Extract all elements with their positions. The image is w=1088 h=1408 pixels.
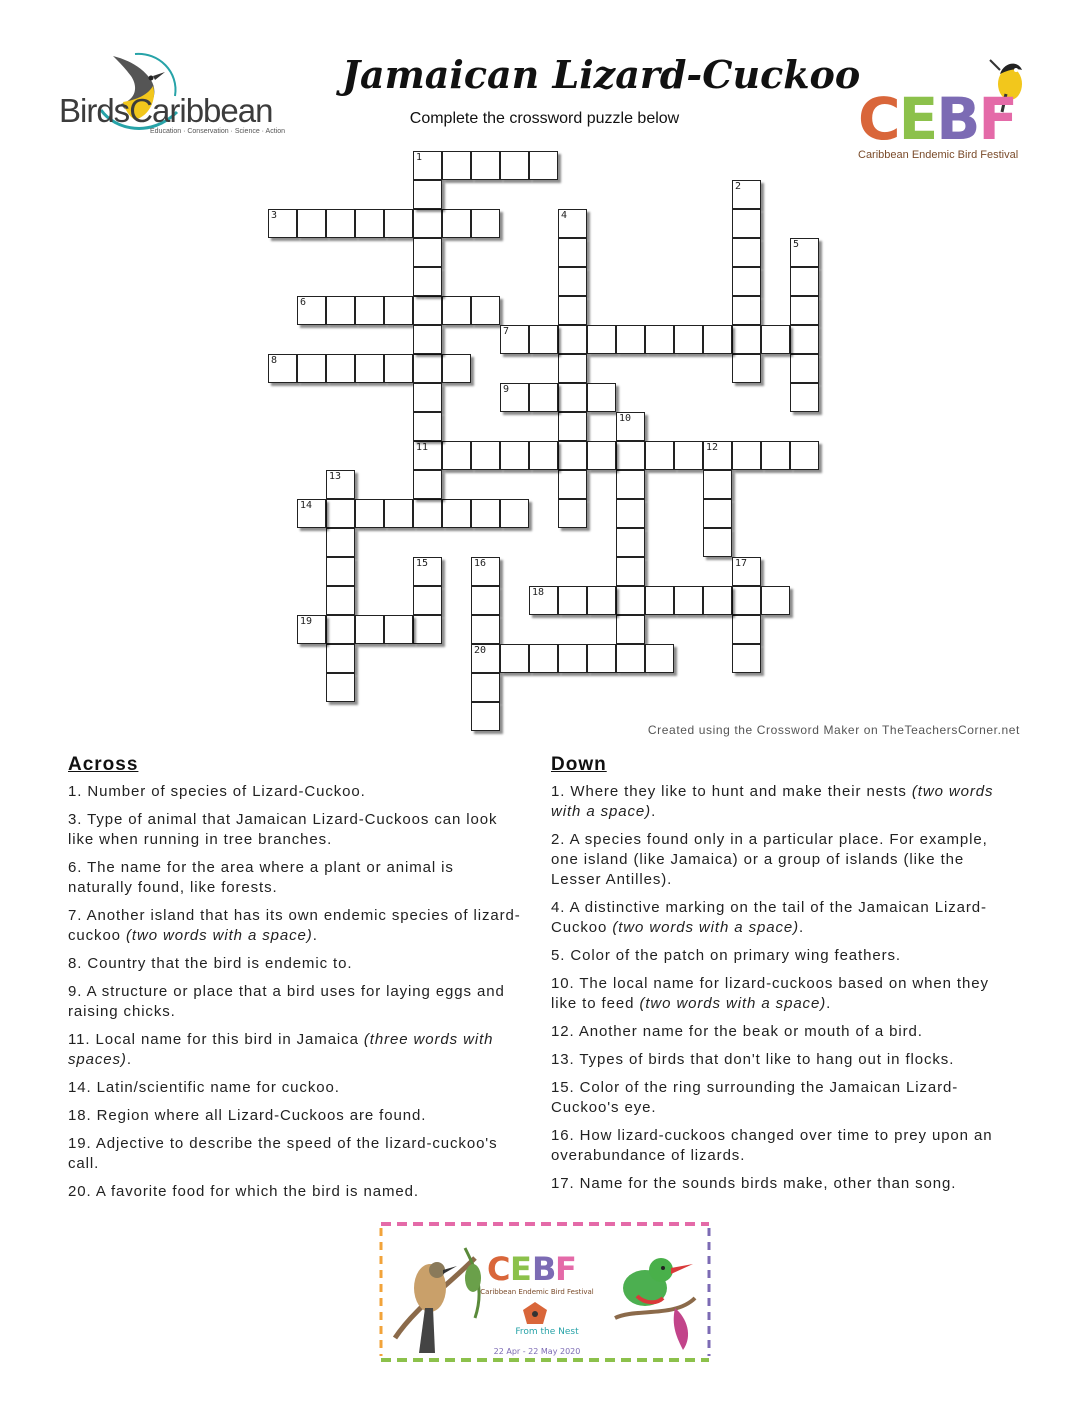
crossword-cell[interactable] bbox=[790, 383, 819, 412]
footer-cebf-logo bbox=[480, 1250, 593, 1356]
crossword-cell[interactable] bbox=[703, 441, 732, 470]
clue-text: Region where all Lizard-Cuckoos are found. bbox=[96, 1107, 427, 1124]
crossword-cell[interactable] bbox=[413, 557, 442, 586]
crossword-cell[interactable] bbox=[558, 238, 587, 267]
crossword-cell[interactable] bbox=[558, 383, 587, 412]
clue-number: 17 bbox=[735, 558, 748, 569]
crossword-cell[interactable] bbox=[558, 499, 587, 528]
crossword-cell[interactable] bbox=[413, 470, 442, 499]
crossword-cell[interactable] bbox=[297, 499, 326, 528]
crossword-cell[interactable] bbox=[471, 499, 500, 528]
crossword-cell[interactable] bbox=[500, 151, 529, 180]
crossword-cell[interactable] bbox=[645, 586, 674, 615]
crossword-cell[interactable] bbox=[761, 586, 790, 615]
crossword-cell[interactable] bbox=[587, 644, 616, 673]
crossword-cell[interactable] bbox=[732, 267, 761, 296]
crossword-cell[interactable] bbox=[384, 209, 413, 238]
crossword-cell[interactable] bbox=[413, 151, 442, 180]
brand-tagline: Education · Conservation · Science · Action bbox=[150, 128, 286, 135]
footer-tagline: From the Nest bbox=[515, 1327, 579, 1337]
clue-number: 1 bbox=[416, 152, 423, 163]
clue-text: Number of species of Lizard-Cuckoo. bbox=[87, 783, 366, 800]
crossword-cell[interactable] bbox=[732, 180, 761, 209]
clue-num: 15. bbox=[551, 1079, 575, 1096]
clue-text: Name for the sounds birds make, other than song. bbox=[579, 1175, 957, 1192]
crossword-cell[interactable] bbox=[674, 586, 703, 615]
clue-num: 13. bbox=[551, 1051, 575, 1068]
down-clue: 1. Where they like to hunt and make their nests (two words with a space). bbox=[551, 783, 994, 820]
clue-num: 19. bbox=[68, 1135, 92, 1152]
down-clue bbox=[551, 1050, 1011, 1070]
crossword-cell[interactable] bbox=[471, 644, 500, 673]
crossword-cell[interactable] bbox=[529, 151, 558, 180]
crossword-cell[interactable] bbox=[413, 383, 442, 412]
across-clue bbox=[68, 1078, 523, 1098]
clue-number: 16 bbox=[474, 558, 487, 569]
crossword-cell[interactable] bbox=[674, 325, 703, 354]
crossword-cell[interactable] bbox=[326, 296, 355, 325]
crossword-cell[interactable] bbox=[703, 586, 732, 615]
clue-text: Color of the ring surrounding the Jamaican Lizard-Cuckoo's eye. bbox=[551, 1079, 959, 1116]
tody-illustration bbox=[615, 1258, 695, 1350]
crossword-cell[interactable] bbox=[790, 325, 819, 354]
crossword-cell[interactable] bbox=[790, 296, 819, 325]
clue-text: Local name for this bird in Jamaica bbox=[95, 1031, 359, 1048]
crossword-cell[interactable] bbox=[732, 238, 761, 267]
clue-note: (three words with spaces) bbox=[68, 1031, 494, 1068]
crossword-cell[interactable] bbox=[790, 354, 819, 383]
crossword-cell[interactable] bbox=[616, 499, 645, 528]
crossword-cell[interactable] bbox=[674, 441, 703, 470]
crossword-cell[interactable] bbox=[355, 499, 384, 528]
crossword-cell[interactable] bbox=[616, 557, 645, 586]
footer-letter-f: F bbox=[555, 1250, 577, 1288]
crossword-cell[interactable] bbox=[297, 615, 326, 644]
crossword-cell[interactable] bbox=[471, 209, 500, 238]
crossword-cell[interactable] bbox=[645, 644, 674, 673]
clue-text: Types of birds that don't like to hang out in flocks. bbox=[579, 1051, 955, 1068]
across-clue bbox=[68, 1106, 523, 1126]
crossword-cell[interactable] bbox=[500, 383, 529, 412]
crossword-cell[interactable] bbox=[529, 644, 558, 673]
crossword-cell[interactable] bbox=[442, 296, 471, 325]
crossword-cell[interactable] bbox=[732, 644, 761, 673]
across-clue bbox=[68, 1182, 523, 1202]
clue-text: Where they like to hunt and make their nests bbox=[570, 783, 907, 800]
crossword-cell[interactable] bbox=[732, 441, 761, 470]
crossword-cell[interactable] bbox=[413, 209, 442, 238]
crossword-cell[interactable] bbox=[616, 615, 645, 644]
crossword-cell[interactable] bbox=[355, 354, 384, 383]
crossword-cell[interactable] bbox=[645, 325, 674, 354]
crossword-cell[interactable] bbox=[297, 354, 326, 383]
crossword-cell[interactable] bbox=[413, 615, 442, 644]
down-clue bbox=[551, 946, 1011, 966]
clue-note: (two words with a space) bbox=[126, 927, 313, 944]
crossword-cell[interactable] bbox=[558, 354, 587, 383]
clue-text: Another name for the beak or mouth of a bird. bbox=[578, 1023, 923, 1040]
crossword-cell[interactable] bbox=[558, 470, 587, 499]
clue-number: 3 bbox=[271, 210, 278, 221]
down-clue: 10. The local name for lizard-cuckoos based on when they like to feed (two words with a space). bbox=[551, 975, 989, 1012]
crossword-cell[interactable] bbox=[355, 296, 384, 325]
cebf-letter-b: B bbox=[936, 85, 979, 153]
down-clue bbox=[551, 830, 1011, 890]
crossword-cell[interactable] bbox=[587, 441, 616, 470]
clue-num: 12. bbox=[551, 1023, 575, 1040]
clue-text: Type of animal that Jamaican Lizard-Cuckoos can look like when running in tree branches. bbox=[68, 811, 498, 848]
down-clues bbox=[551, 754, 1011, 1202]
page-title: Jamaican Lizard-Cuckoo bbox=[342, 52, 861, 97]
cebf-letter-f: F bbox=[978, 85, 1017, 153]
crossword-cell[interactable] bbox=[471, 615, 500, 644]
crossword-cell[interactable] bbox=[297, 296, 326, 325]
crossword-cell[interactable] bbox=[413, 586, 442, 615]
clue-text: Adjective to describe the speed of the lizard-cuckoo's call. bbox=[68, 1135, 498, 1172]
crossword-cell[interactable] bbox=[761, 441, 790, 470]
crossword-cell[interactable] bbox=[558, 644, 587, 673]
footer-dates: 22 Apr - 22 May 2020 bbox=[493, 1347, 581, 1356]
down-clue bbox=[551, 1126, 1011, 1166]
clue-number: 13 bbox=[329, 471, 342, 482]
crossword-cell[interactable] bbox=[558, 296, 587, 325]
crossword-cell[interactable] bbox=[616, 644, 645, 673]
across-clue bbox=[68, 810, 523, 850]
crossword-cell[interactable] bbox=[442, 499, 471, 528]
crossword-cell[interactable] bbox=[732, 296, 761, 325]
crossword-cell[interactable] bbox=[355, 615, 384, 644]
crossword-cell[interactable] bbox=[732, 586, 761, 615]
cebf-letter-e: E bbox=[898, 85, 937, 153]
crossword-cell[interactable] bbox=[732, 325, 761, 354]
crossword-cell[interactable] bbox=[500, 644, 529, 673]
crossword-cell[interactable] bbox=[703, 470, 732, 499]
clue-number: 9 bbox=[503, 384, 510, 395]
crossword-cell[interactable] bbox=[790, 238, 819, 267]
crossword-cell[interactable] bbox=[442, 441, 471, 470]
crossword-cell[interactable] bbox=[297, 209, 326, 238]
crossword-cell[interactable] bbox=[326, 528, 355, 557]
clue-number: 5 bbox=[793, 239, 800, 250]
brand-caribbean: Caribbean bbox=[129, 92, 273, 129]
crossword-cell[interactable] bbox=[703, 325, 732, 354]
crossword-cell[interactable] bbox=[500, 499, 529, 528]
across-clue-list bbox=[68, 782, 523, 1202]
crossword-cell[interactable] bbox=[761, 325, 790, 354]
clue-num: 8. bbox=[68, 955, 83, 972]
crossword-cell[interactable] bbox=[326, 470, 355, 499]
clue-text: Country that the bird is endemic to. bbox=[87, 955, 353, 972]
clue-text: Another island that has its own endemic species of lizard-cuckoo bbox=[68, 907, 521, 944]
cebf-festival-banner bbox=[375, 1218, 715, 1366]
crossword-cell[interactable] bbox=[616, 325, 645, 354]
clue-note: (two words with a space) bbox=[612, 919, 800, 936]
crossword-cell[interactable] bbox=[471, 151, 500, 180]
clue-num: 11. bbox=[68, 1031, 91, 1048]
crossword-cell[interactable] bbox=[558, 412, 587, 441]
crossword-cell[interactable] bbox=[413, 238, 442, 267]
cebf-subtitle: Caribbean Endemic Bird Festival bbox=[858, 149, 1019, 161]
down-clue-list bbox=[551, 782, 1011, 1194]
crossword-cell[interactable] bbox=[471, 586, 500, 615]
clue-num: 14. bbox=[68, 1079, 92, 1096]
crossword-cell[interactable] bbox=[587, 325, 616, 354]
clue-num: 18. bbox=[68, 1107, 92, 1124]
down-clue bbox=[551, 1078, 1011, 1118]
crossword-cell[interactable] bbox=[268, 209, 297, 238]
crossword-cell[interactable] bbox=[587, 586, 616, 615]
clue-text: A structure or place that a bird uses for laying eggs and raising chicks. bbox=[68, 983, 505, 1020]
crossword-cell[interactable] bbox=[790, 441, 819, 470]
footer-letter-e: E bbox=[510, 1250, 532, 1288]
clue-number: 6 bbox=[300, 297, 307, 308]
crossword-cell[interactable] bbox=[703, 528, 732, 557]
crossword-cell[interactable] bbox=[500, 441, 529, 470]
crossword-cell[interactable] bbox=[558, 325, 587, 354]
clue-number: 4 bbox=[561, 210, 568, 221]
clue-num: 2. bbox=[551, 831, 566, 848]
down-clue bbox=[551, 1174, 1011, 1194]
crossword-cell[interactable] bbox=[558, 209, 587, 238]
crossword-cell[interactable] bbox=[703, 499, 732, 528]
crossword-cell[interactable] bbox=[558, 267, 587, 296]
page-subtitle: Complete the crossword puzzle below bbox=[409, 110, 680, 127]
crossword-cell[interactable] bbox=[384, 296, 413, 325]
crossword-cell[interactable] bbox=[732, 615, 761, 644]
clue-text: Color of the patch on primary wing feathers. bbox=[570, 947, 901, 964]
crossword-cell[interactable] bbox=[645, 441, 674, 470]
crossword-cell[interactable] bbox=[326, 673, 355, 702]
clue-number: 19 bbox=[300, 616, 313, 627]
crossword-cell[interactable] bbox=[616, 470, 645, 499]
across-clues bbox=[68, 754, 523, 1210]
clue-number: 11 bbox=[416, 442, 429, 453]
clue-num: 5. bbox=[551, 947, 566, 964]
across-clue bbox=[68, 982, 523, 1022]
crossword-cell[interactable] bbox=[616, 441, 645, 470]
crossword-cell[interactable] bbox=[413, 180, 442, 209]
across-heading: Across bbox=[68, 754, 139, 775]
crossword-cell[interactable] bbox=[413, 296, 442, 325]
down-clue: 4. A distinctive marking on the tail of the Jamaican Lizard-Cuckoo (two words with a space). bbox=[551, 899, 987, 936]
clue-text: The local name for lizard-cuckoos based on when they like to feed bbox=[551, 975, 989, 1012]
down-heading: Down bbox=[551, 754, 607, 775]
clue-text: A favorite food for which the bird is named. bbox=[95, 1183, 419, 1200]
crossword-cell[interactable] bbox=[326, 586, 355, 615]
crossword-cell[interactable] bbox=[326, 615, 355, 644]
crossword-cell[interactable] bbox=[384, 615, 413, 644]
crossword-cell[interactable] bbox=[413, 499, 442, 528]
clue-number: 2 bbox=[735, 181, 742, 192]
clue-number: 20 bbox=[474, 645, 487, 656]
clue-num: 3. bbox=[68, 811, 83, 828]
footer-letter-c: C bbox=[487, 1250, 511, 1288]
crossword-cell[interactable] bbox=[587, 383, 616, 412]
crossword-cell[interactable] bbox=[471, 441, 500, 470]
crossword-cell[interactable] bbox=[413, 412, 442, 441]
crossword-cell[interactable] bbox=[616, 528, 645, 557]
crossword-cell[interactable] bbox=[790, 267, 819, 296]
cuckoo-illustration bbox=[395, 1248, 481, 1353]
clue-text: A species found only in a particular place. For example, one island (like Jamaica) or a group of islands (like the Lesser Antilles). bbox=[551, 831, 988, 888]
clue-text: The name for the area where a plant or animal is naturally found, like forests. bbox=[68, 859, 454, 896]
clue-num: 16. bbox=[551, 1127, 575, 1144]
clue-num: 9. bbox=[68, 983, 83, 1000]
clue-number: 8 bbox=[271, 355, 278, 366]
clue-num: 4. bbox=[551, 899, 566, 916]
crossword-cell[interactable] bbox=[413, 267, 442, 296]
clue-number: 10 bbox=[619, 413, 632, 424]
crossword-cell[interactable] bbox=[616, 412, 645, 441]
across-clue: 11. Local name for this bird in Jamaica (three words with spaces). bbox=[68, 1031, 494, 1068]
clue-num: 17. bbox=[551, 1175, 575, 1192]
crossword-cell[interactable] bbox=[471, 673, 500, 702]
clue-number: 15 bbox=[416, 558, 429, 569]
across-clue bbox=[68, 1134, 523, 1174]
crossword-cell[interactable] bbox=[326, 644, 355, 673]
crossword-cell[interactable] bbox=[355, 209, 384, 238]
crossword-cell[interactable] bbox=[471, 557, 500, 586]
clue-number: 12 bbox=[706, 442, 719, 453]
crossword-cell[interactable] bbox=[326, 499, 355, 528]
clue-num: 1. bbox=[551, 783, 566, 800]
crossword-cell[interactable] bbox=[413, 441, 442, 470]
crossword-cell[interactable] bbox=[326, 354, 355, 383]
crossword-cell[interactable] bbox=[413, 354, 442, 383]
clue-number: 14 bbox=[300, 500, 313, 511]
crossword-cell[interactable] bbox=[732, 354, 761, 383]
crossword-cell[interactable] bbox=[442, 151, 471, 180]
crossword-cell[interactable] bbox=[384, 499, 413, 528]
clue-num: 10. bbox=[551, 975, 575, 992]
clue-num: 6. bbox=[68, 859, 83, 876]
crossword-cell[interactable] bbox=[529, 441, 558, 470]
brand-birds: Birds bbox=[59, 92, 130, 129]
across-clue bbox=[68, 782, 523, 802]
footer-letter-b: B bbox=[532, 1250, 557, 1288]
crossword-cell[interactable] bbox=[732, 209, 761, 238]
crossword-cell[interactable] bbox=[500, 325, 529, 354]
crossword-cell[interactable] bbox=[384, 354, 413, 383]
clue-text: Latin/scientific name for cuckoo. bbox=[96, 1079, 340, 1096]
crossword-cell[interactable] bbox=[413, 325, 442, 354]
crossword-cell[interactable] bbox=[732, 557, 761, 586]
across-clue bbox=[68, 954, 523, 974]
clue-number: 18 bbox=[532, 587, 545, 598]
cebf-letter-c: C bbox=[858, 85, 899, 153]
clue-num: 7. bbox=[68, 907, 83, 924]
crossword-cell[interactable] bbox=[558, 586, 587, 615]
crossword-cell[interactable] bbox=[529, 383, 558, 412]
crossword-cell[interactable] bbox=[326, 557, 355, 586]
crossword-cell[interactable] bbox=[558, 441, 587, 470]
clue-number: 7 bbox=[503, 326, 510, 337]
crossword-cell[interactable] bbox=[616, 586, 645, 615]
crossword-cell[interactable] bbox=[471, 702, 500, 731]
footer-subtitle: Caribbean Endemic Bird Festival bbox=[480, 1288, 594, 1296]
crossword-cell[interactable] bbox=[326, 209, 355, 238]
crossword-cell[interactable] bbox=[529, 325, 558, 354]
across-clue bbox=[68, 858, 523, 898]
crossword-cell[interactable] bbox=[442, 354, 471, 383]
clue-note: (two words with a space) bbox=[551, 783, 994, 820]
crossword-credit: Created using the Crossword Maker on TheTeachersCorner.net bbox=[647, 723, 1020, 737]
crossword-cell[interactable] bbox=[471, 296, 500, 325]
crossword-cell[interactable] bbox=[529, 586, 558, 615]
crossword-cell[interactable] bbox=[268, 354, 297, 383]
across-clue: 7. Another island that has its own endemic species of lizard-cuckoo (two words with a space). bbox=[68, 907, 521, 944]
clue-note: (two words with a space) bbox=[639, 995, 827, 1012]
crossword-cell[interactable] bbox=[442, 209, 471, 238]
clue-text: A distinctive marking on the tail of the Jamaican Lizard-Cuckoo bbox=[551, 899, 987, 936]
clue-text: How lizard-cuckoos changed over time to prey upon an overabundance of lizards. bbox=[551, 1127, 993, 1164]
down-clue bbox=[551, 1022, 1011, 1042]
clue-num: 1. bbox=[68, 783, 83, 800]
clue-num: 20. bbox=[68, 1183, 92, 1200]
